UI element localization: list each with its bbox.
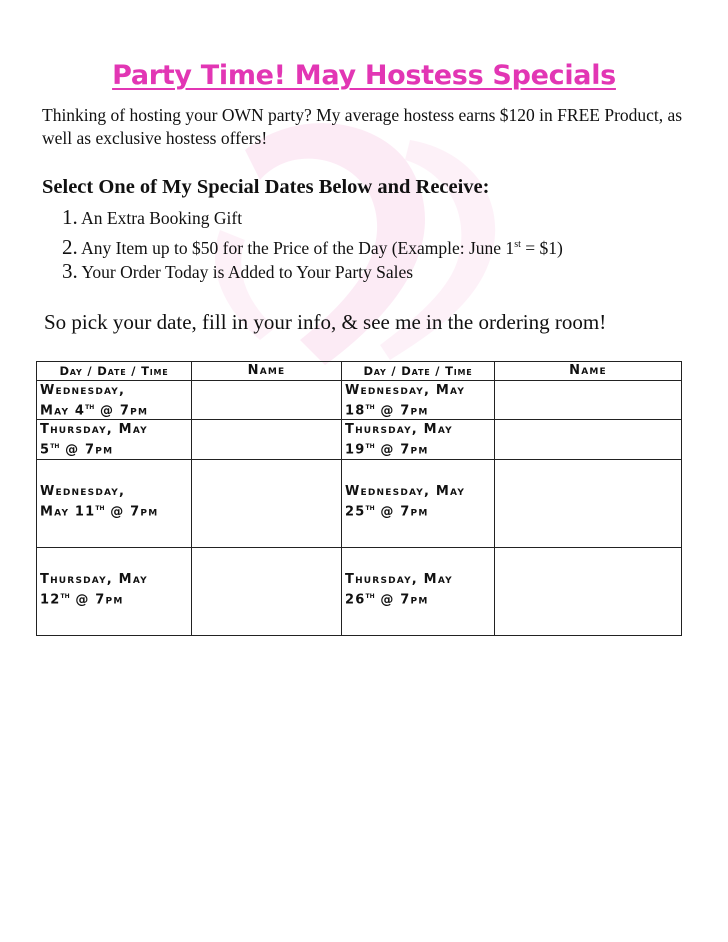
benefits-list <box>62 204 563 285</box>
name-entry-cell[interactable] <box>192 420 342 459</box>
column-header-name: Name <box>495 362 682 381</box>
date-cell: Thursday, May 5th @ 7pm <box>37 420 192 459</box>
name-entry-cell[interactable] <box>495 420 682 459</box>
page-title: Party Time! May Hostess Specials <box>112 60 616 91</box>
column-header-date: Day / Date / Time <box>342 362 495 381</box>
name-entry-cell[interactable] <box>192 547 342 635</box>
column-header-name: Name <box>192 362 342 381</box>
date-cell: Wednesday, May 4th @ 7pm <box>37 381 192 420</box>
date-cell: Wednesday, May 25th @ 7pm <box>342 459 495 547</box>
name-entry-cell[interactable] <box>495 547 682 635</box>
table-row <box>37 459 682 547</box>
table-row <box>37 381 682 420</box>
benefit-item: 3. Your Order Today is Added to Your Party Sales <box>62 259 414 283</box>
date-cell: Thursday, May 12th @ 7pm <box>37 547 192 635</box>
date-cell: Wednesday, May 11th @ 7pm <box>37 459 192 547</box>
benefit-item: 1. An Extra Booking Gift <box>62 205 243 229</box>
table-row <box>37 547 682 635</box>
name-entry-cell[interactable] <box>192 381 342 420</box>
name-entry-cell[interactable] <box>192 459 342 547</box>
closing-line: So pick your date, fill in your info, & see me in the ordering room! <box>44 310 607 334</box>
name-entry-cell[interactable] <box>495 381 682 420</box>
intro-paragraph: Thinking of hosting your OWN party? My average hostess earns $120 in FREE Product, as well as exclusive hostess offers! <box>42 105 683 148</box>
column-header-date: Day / Date / Time <box>37 362 192 381</box>
name-entry-cell[interactable] <box>495 459 682 547</box>
signup-table <box>36 361 682 636</box>
table-header-row <box>37 362 682 381</box>
table-row <box>37 420 682 459</box>
date-cell: Thursday, May 19th @ 7pm <box>342 420 495 459</box>
date-cell: Thursday, May 26th @ 7pm <box>342 547 495 635</box>
date-cell: Wednesday, May 18th @ 7pm <box>342 381 495 420</box>
benefit-item: 2. Any Item up to $50 for the Price of the Day (Example: June 1st = $1) <box>62 234 563 259</box>
select-dates-heading: Select One of My Special Dates Below and Receive: <box>42 176 490 198</box>
